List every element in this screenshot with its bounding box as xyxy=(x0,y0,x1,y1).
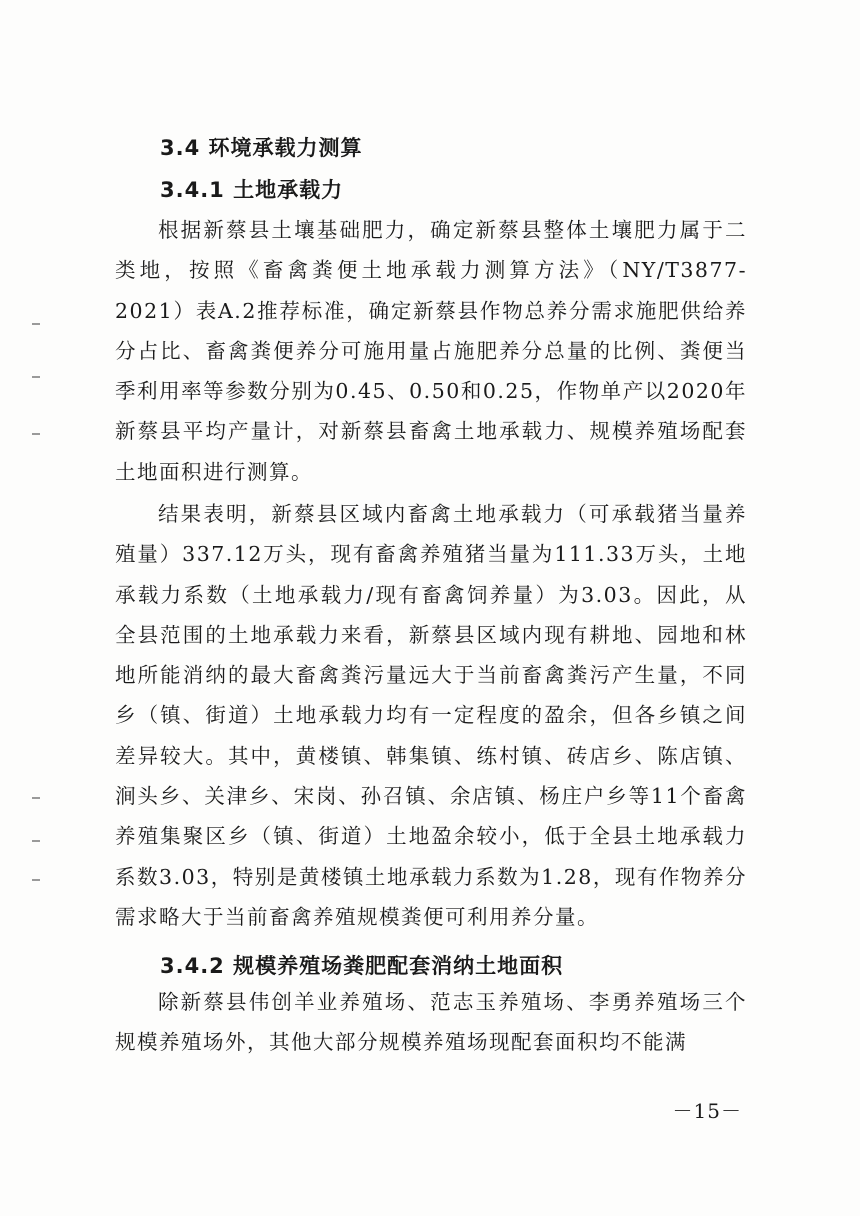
margin-mark xyxy=(32,797,40,799)
paragraph-land-capacity-results: 结果表明，新蔡县区域内畜禽土地承载力（可承载猪当量养殖量）337.12万头，现有畜禽养殖猪当量为111.33万头，土地承载力系数（土地承载力/现有畜禽饲养量）为3.03。因此，从全县范围的土地承载力来看，新蔡县区域内现有耕地、园地和林地所能消纳的最大畜禽粪污量远大于当前畜禽粪污产生量，不同乡（镇、街道）土地承载力均有一定程度的盈余，但各乡镇之间差异较大。其中，黄楼镇、韩集镇、练村镇、砖店乡、陈店镇、涧头乡、关津乡、宋岗、孙召镇、余店镇、杨庄户乡等11个畜禽养殖集聚区乡（镇、街道）土地盈余较小，低于全县土地承载力系数3.03，特别是黄楼镇土地承载力系数为1.28，现有作物养分需求略大于当前畜禽养殖规模粪便可利用养分量。 xyxy=(115,502,747,929)
margin-mark xyxy=(32,323,40,325)
margin-mark xyxy=(32,433,40,435)
paragraph-land-capacity-method: 根据新蔡县土壤基础肥力，确定新蔡县整体土壤肥力属于二类地，按照《畜禽粪便土地承载力测算方法》（NY/T3877-2021）表A.2推荐标准，确定新蔡县作物总养分需求施肥供给养分占比、畜禽粪便养分可施用量占施肥养分总量的比例、粪便当季利用率等参数分别为0.45、0.50和0.25，作物单产以2020年新蔡县平均产量计，对新蔡县畜禽土地承载力、规模养殖场配套土地面积进行测算。 xyxy=(115,218,747,484)
section-heading-3-4-1: 3.4.1 土地承载力 xyxy=(160,178,344,202)
margin-mark xyxy=(32,879,40,881)
paragraph-supporting-land-area: 除新蔡县伟创羊业养殖场、范志玉养殖场、李勇养殖场三个规模养殖场外，其他大部分规模养殖场现配套面积均不能满 xyxy=(115,990,747,1055)
page-number: －15－ xyxy=(672,1099,742,1123)
section-heading-3-4: 3.4 环境承载力测算 xyxy=(160,136,363,160)
margin-mark xyxy=(32,840,40,842)
section-heading-3-4-2: 3.4.2 规模养殖场粪肥配套消纳土地面积 xyxy=(160,954,564,978)
margin-mark xyxy=(32,376,40,378)
